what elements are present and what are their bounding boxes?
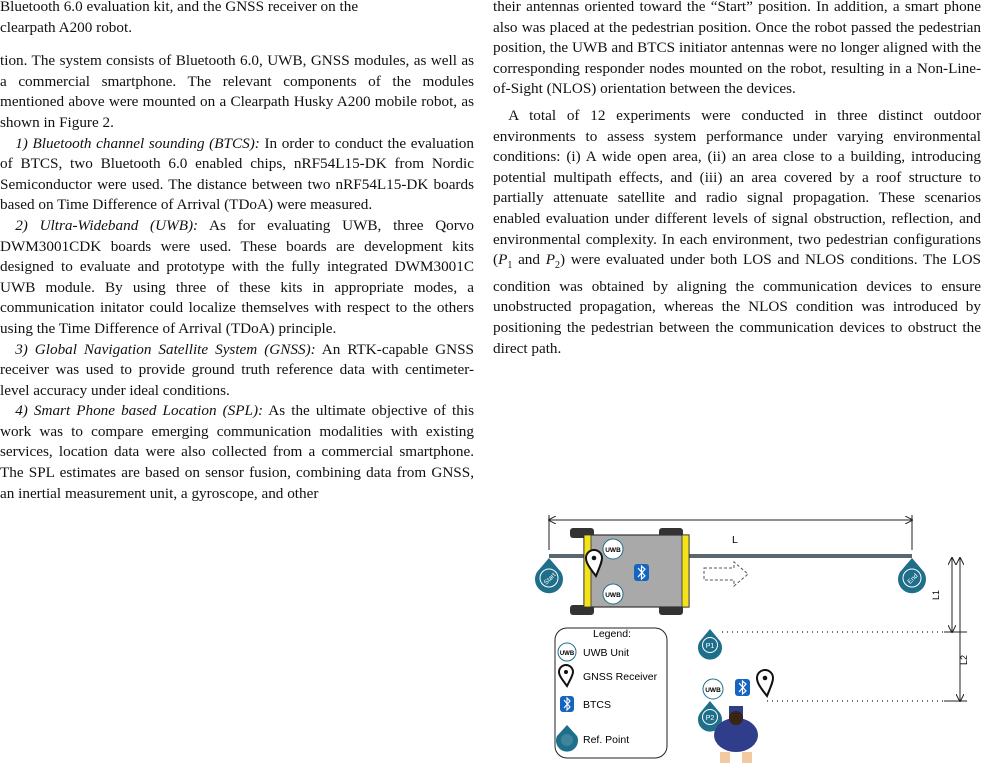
p1-marker: [698, 629, 722, 660]
body-uwb: As for evaluating UWB, three Qorvo DWM3001CDK boards were used. These boards are development kits designed to evaluate and prototype with the fully integrated DWM3001C UWB module. By using three of these kits in appropriate modes, a communication initator could localize themselves with respect to the others using the Time Difference of Arrival (TDoA) principle.: [0, 216, 474, 337]
p2-subscript: 2: [555, 260, 561, 272]
heading-gnss: 3) Global Navigation Satellite System (GNSS):: [15, 340, 316, 358]
p2-label: P2: [705, 715, 715, 722]
body-gnss: An RTK-capable GNSS receiver was used to provide ground truth reference data with centimeter-level accuracy under ideal conditions.: [0, 340, 474, 399]
intro-paragraph: tion. The system consists of Bluetooth 6.0, UWB, GNSS modules, as well as a commercial smartphone. The relevant components of the modules mentioned above were mounted on a Clearpath Husky A200 mobile robot, as shown in Figure 2.: [0, 52, 474, 131]
heading-uwb: 2) Ultra-Wideband (UWB):: [15, 216, 199, 234]
p1-subscript: 1: [507, 260, 513, 272]
experiments-text-a: A total of 12 experiments were conducted in three distinct outdoor environments to assess system performance under varying environmental conditions: (i) A wide open area, (ii) an area close to a building, introducing potential multipath effects, and (iii) an area covered by a roof structure to partially attenuate satellite and radio signal propagation. These scenarios enabled evaluation under different levels of signal obstruction, reflection, and environmental complexity. In each environment, two pedestrian configurations (: [493, 106, 981, 269]
p2-symbol: P: [545, 251, 556, 269]
uwb-label-legend: UWB: [559, 651, 575, 657]
caption-line-1: Bluetooth 6.0 evaluation kit, and the GNSS receiver on the: [0, 0, 359, 15]
left-column: [0, 0, 474, 504]
heading-spl: 4) Smart Phone based Location (SPL):: [15, 402, 264, 420]
end-marker: [898, 558, 926, 593]
robot: [570, 528, 689, 615]
paragraph-gnss: [0, 340, 474, 402]
uwb-label-bottom: UWB: [605, 592, 621, 599]
legend-title: Legend:: [593, 628, 631, 640]
paragraph-experiments: [493, 106, 981, 359]
l2-label: L2: [959, 654, 969, 665]
p1-label: P1: [705, 643, 715, 650]
uwb-label-top: UWB: [605, 547, 621, 554]
and-text: and: [512, 251, 546, 269]
length-label: L: [732, 534, 738, 546]
uwb-label-p2: UWB: [705, 687, 721, 694]
p1-symbol: P: [498, 251, 508, 269]
paragraph-setup: their antennas oriented toward the “Start” position. In addition, a smart phone also was placed at the pedestrian position. Once the robot passed the pedestrian position, the UWB and BTCS initiator antennas were no longer aligned with the corresponding responder nodes mounted on the robot, resulting in a Non-Line-of-Sight (NLOS) orientation between the devices.: [493, 0, 981, 98]
uwb-icon: [603, 584, 623, 604]
legend: [555, 628, 667, 758]
figure-svg: [527, 510, 990, 765]
l1-label: L1: [931, 589, 941, 600]
end-label: End: [906, 572, 920, 586]
body-spl: As the ultimate objective of this work was to compare emerging communication modalities with existing services, location data were also collected from a commercial smartphone. The SPL estimates are based on sensor fusion, combining data from GNSS, an inertial measurement unit, a gyroscope, and other: [0, 402, 474, 502]
experiment-figure: [527, 510, 990, 765]
legend-item-gnss: GNSS Receiver: [583, 671, 658, 683]
uwb-icon: [603, 539, 623, 559]
direction-arrow: [704, 562, 748, 586]
legend-item-btcs: BTCS: [583, 699, 612, 711]
experiments-text-b: ) were evaluated under both LOS and NLOS conditions. The LOS condition was obtained by aligning the communication devices to ensure unobstructed propagation, whereas the NLOS condition was introduced by positioning the pedestrian between the communication devices to obstruct the direct path.: [493, 251, 981, 357]
legend-item-ref: Ref. Point: [583, 734, 630, 746]
start-marker: [535, 558, 563, 593]
legend-item-uwb: UWB Unit: [583, 647, 630, 659]
right-column: [493, 0, 981, 359]
bluetooth-icon: [634, 564, 649, 581]
gnss-pin-icon: [757, 670, 773, 696]
caption-line-2: clearpath A200 robot.: [0, 18, 133, 36]
start-label: Start: [542, 571, 558, 587]
body-btcs: In order to conduct the evaluation of BTCS, two Bluetooth 6.0 enabled chips, nRF54L15-DK from Nordic Semiconductor were used. The distance between two nRF54L15-DK boards based on Time Difference of Arrival (TDoA) were measured.: [0, 134, 474, 214]
paragraph-spl: [0, 401, 474, 504]
heading-btcs: 1) Bluetooth channel sounding (BTCS):: [15, 134, 260, 152]
paragraph-uwb: [0, 216, 474, 340]
paragraph-btcs: [0, 134, 474, 216]
p2-devices: [703, 670, 773, 699]
